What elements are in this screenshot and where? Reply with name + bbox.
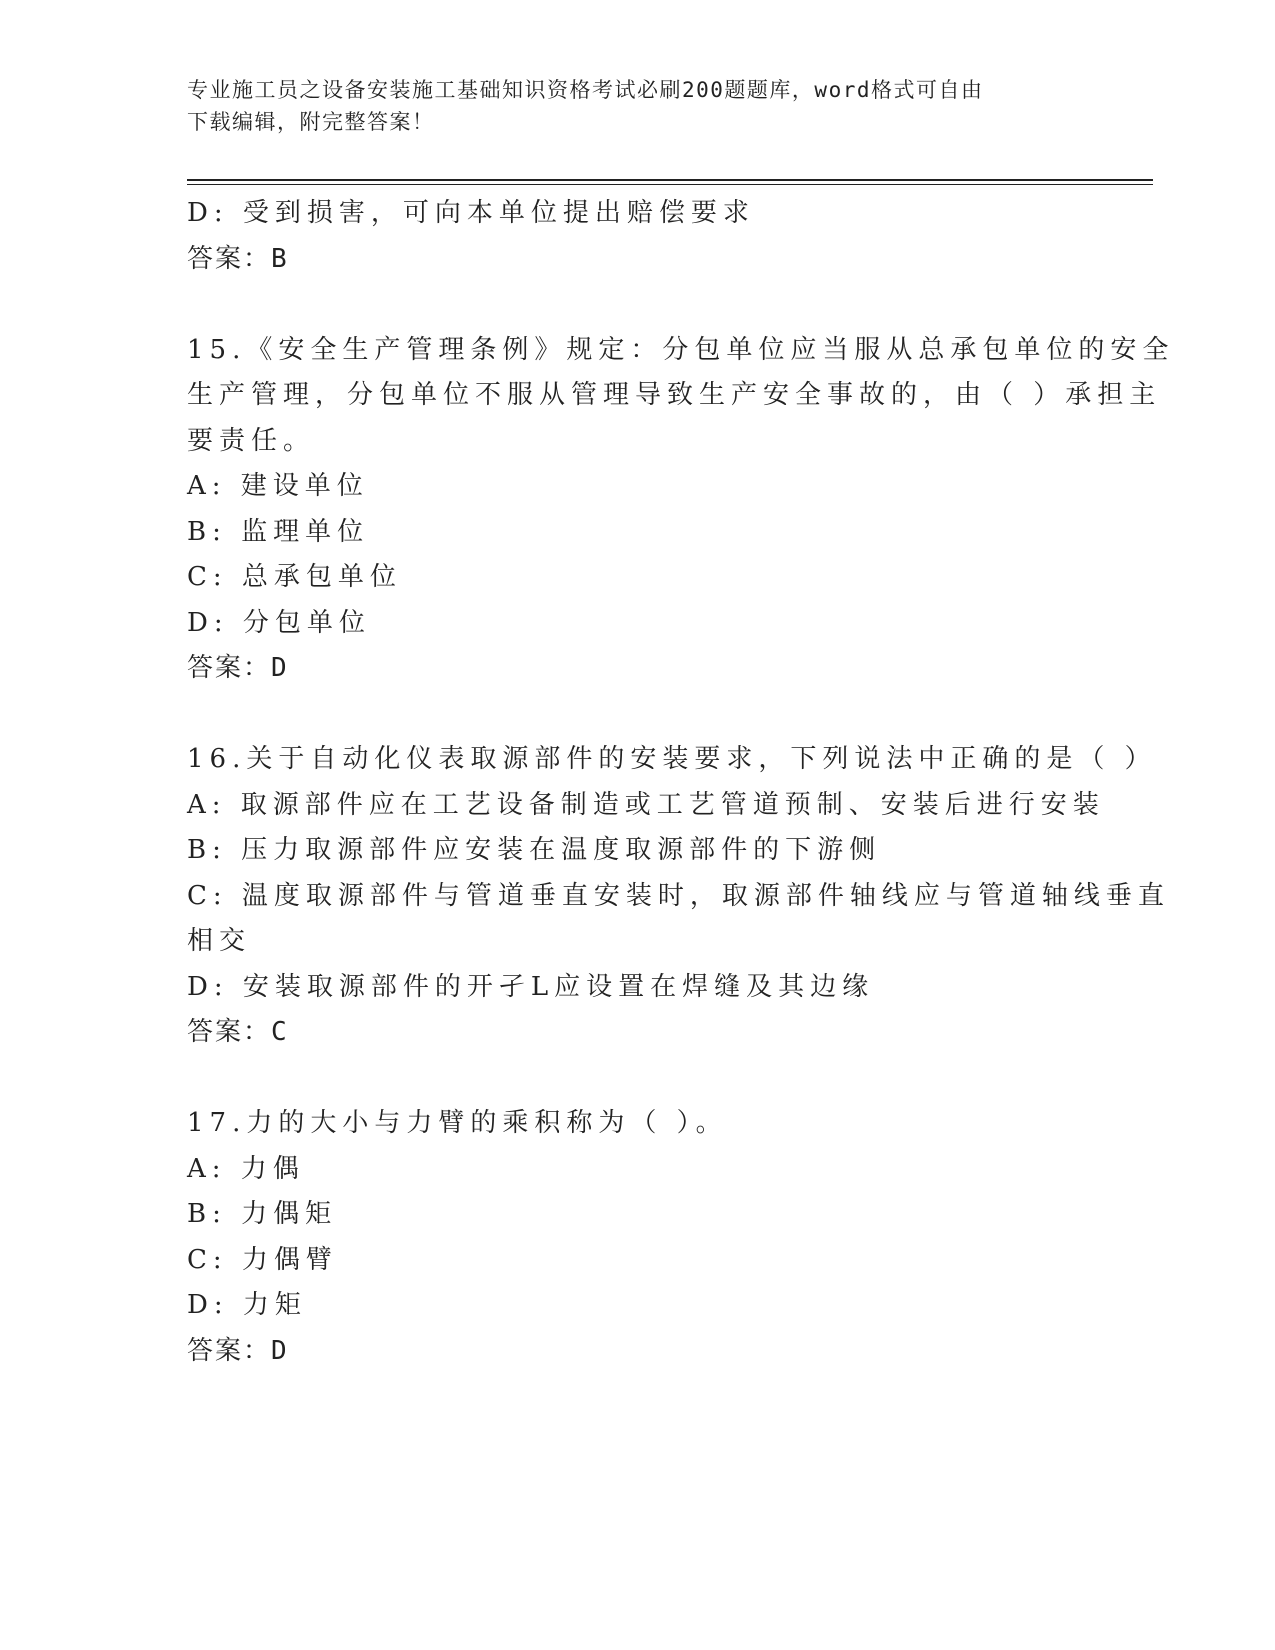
question-spacer xyxy=(187,1056,1087,1102)
document-body xyxy=(187,191,1175,1374)
question-spacer xyxy=(187,692,1087,738)
question-spacer xyxy=(187,282,1087,328)
option-a: A: 建设单位 xyxy=(187,471,369,501)
answer-line: 答案：B xyxy=(187,243,289,274)
question-stem-line: 17.力的大小与力臂的乘积称为（ ）。 xyxy=(187,1108,728,1138)
option-d: D: 安装取源部件的开孑L应设置在焊缝及其边缘 xyxy=(187,971,875,1002)
question-17 xyxy=(187,1101,1087,1374)
question-stem-line: 16.关于自动化仪表取源部件的安装要求，下列说法中正确的是（ ） xyxy=(187,744,1157,774)
answer-line: 答案：C xyxy=(187,1017,289,1047)
option-c: C: 力偶臂 xyxy=(187,1244,338,1275)
option-d: D: 力矩 xyxy=(187,1290,307,1320)
option-d: D: 受到损害，可向本单位提出赔偿要求 xyxy=(187,198,755,228)
option-b: B: 压力取源部件应安装在温度取源部件的下游侧 xyxy=(187,835,882,865)
option-a: A: 力偶 xyxy=(187,1153,305,1184)
header-title-line-2: 下载编辑，附完整答案！ xyxy=(187,110,435,134)
option-d: D: 分包单位 xyxy=(187,607,371,638)
answer-line: 答案：D xyxy=(187,1335,289,1366)
option-c: C: 温度取源部件与管道垂直安装时，取源部件轴线应与管道轴线垂直 xyxy=(187,880,1170,911)
option-c-continuation: 相交 xyxy=(187,926,252,956)
header-title-line-1: 专业施工员之设备安装施工基础知识资格考试必刷200题题库，word格式可自由 xyxy=(187,78,984,102)
option-b: B: 力偶矩 xyxy=(187,1199,338,1229)
question-stem-line: 生产管理，分包单位不服从管理导致生产安全事故的，由（ ）承担主 xyxy=(187,380,1162,410)
question-stem-line: 15.《安全生产管理条例》规定：分包单位应当服从总承包单位的安全 xyxy=(187,334,1175,365)
option-c: C: 总承包单位 xyxy=(187,562,402,592)
question-14-tail xyxy=(187,191,1087,282)
option-a: A: 取源部件应在工艺设备制造或工艺管道预制、安装后进行安装 xyxy=(187,789,1105,820)
answer-line: 答案：D xyxy=(187,653,289,683)
header-divider-thin xyxy=(187,184,1153,185)
question-15 xyxy=(187,328,1175,692)
header-divider-thick xyxy=(187,179,1153,181)
document-header xyxy=(187,74,1067,138)
option-b: B: 监理单位 xyxy=(187,516,370,547)
question-stem-line: 要责任。 xyxy=(187,425,316,456)
question-16 xyxy=(187,737,1170,1056)
